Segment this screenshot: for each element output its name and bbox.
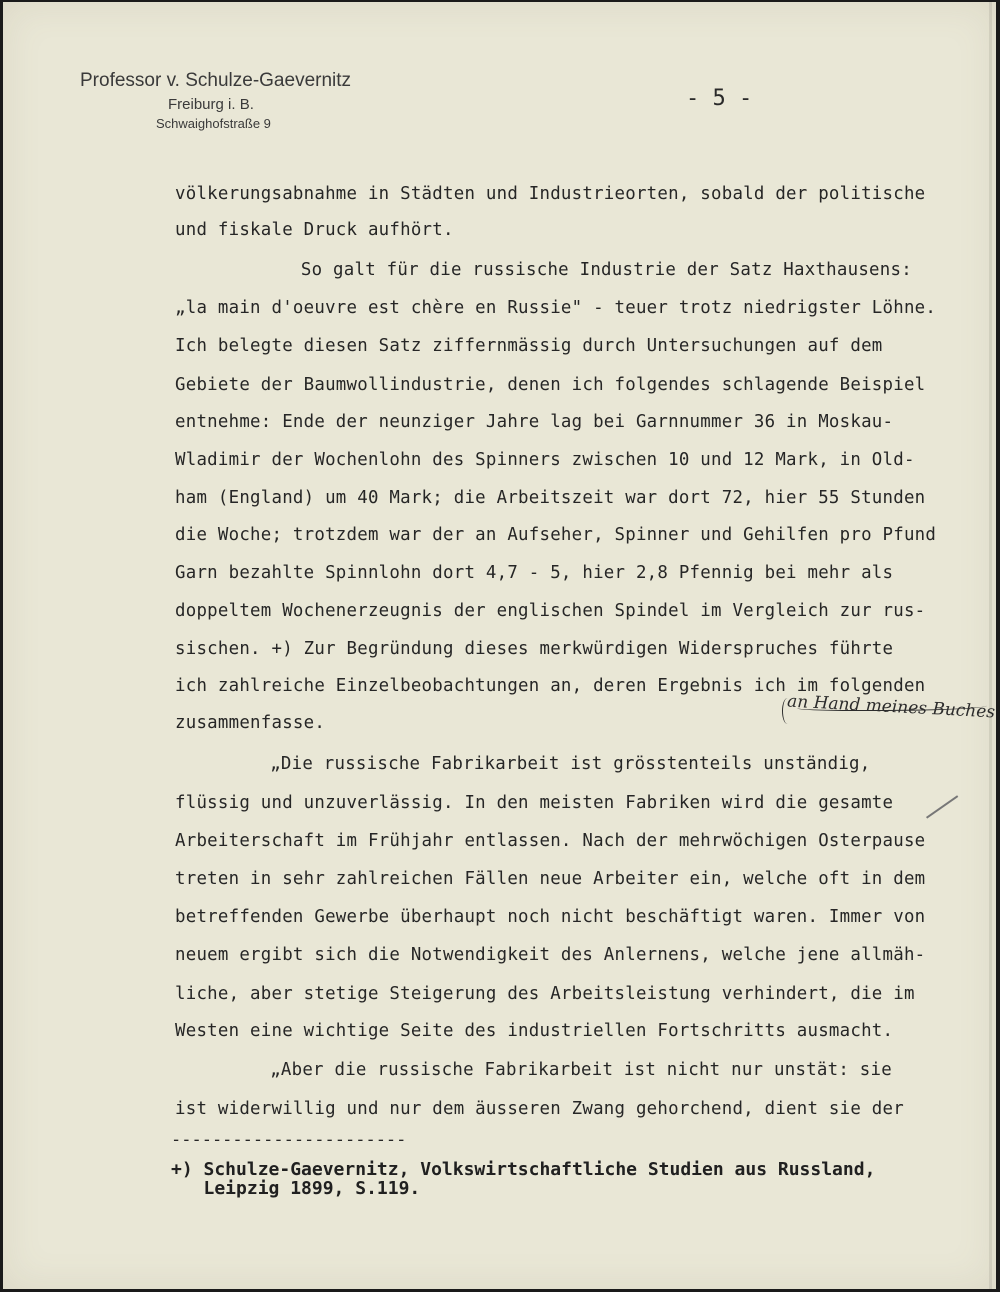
body-line: Gebiete der Baumwollindustrie, denen ich folgendes schlagende Beispiel [175, 375, 926, 395]
body-line: ich zahlreiche Einzelbeobachtungen an, deren Ergebnis ich im folgenden [175, 676, 926, 696]
handwritten-note: an Hand meines Buches [786, 691, 996, 723]
letterhead-street: Schwaighofstraße 9 [156, 116, 271, 131]
body-line: und fiskale Druck aufhört. [175, 220, 454, 240]
page-edge-shadow [989, 2, 992, 1289]
body-line: „la main d'oeuvre est chère en Russie" - teuer trotz niedrigster Löhne. [175, 298, 937, 318]
body-line: Garn bezahlte Spinnlohn dort 4,7 - 5, hier 2,8 Pfennig bei mehr als [175, 563, 894, 583]
footnote-line: Leipzig 1899, S.119. [171, 1178, 421, 1199]
body-line: doppeltem Wochenerzeugnis der englischen Spindel im Vergleich zur rus- [175, 601, 926, 621]
body-line: zusammenfasse. [175, 713, 326, 733]
footnote-rule: ----------------------- [171, 1130, 407, 1150]
body-line: Ich belegte diesen Satz ziffernmässig durch Untersuchungen auf dem [175, 336, 883, 356]
letterhead-city: Freiburg i. B. [168, 96, 254, 113]
page-number: - 5 - [686, 86, 753, 111]
body-line: sischen. +) Zur Begründung dieses merkwürdigen Widerspruches führte [175, 639, 894, 659]
body-line: „Die russische Fabrikarbeit ist grösstenteils unständig, [238, 754, 871, 774]
body-line: flüssig und unzuverlässig. In den meisten Fabriken wird die gesamte [175, 793, 894, 813]
body-line: betreffenden Gewerbe überhaupt noch nicht beschäftigt waren. Immer von [175, 907, 926, 927]
body-line: Wladimir der Wochenlohn des Spinners zwischen 10 und 12 Mark, in Old- [175, 450, 915, 470]
body-line: Arbeiterschaft im Frühjahr entlassen. Nach der mehrwöchigen Osterpause [175, 831, 926, 851]
body-line: ham (England) um 40 Mark; die Arbeitszeit war dort 72, hier 55 Stunden [175, 488, 926, 508]
body-line: liche, aber stetige Steigerung des Arbeitsleistung verhindert, die im [175, 984, 915, 1004]
body-line: So galt für die russische Industrie der Satz Haxthausens: [258, 260, 912, 280]
body-line: völkerungsabnahme in Städten und Industrieorten, sobald der politische [175, 184, 926, 204]
body-line: entnehme: Ende der neunziger Jahre lag bei Garnnummer 36 in Moskau- [175, 412, 894, 432]
letterhead-name: Professor v. Schulze-Gaevernitz [80, 70, 352, 91]
footnote-line: +) Schulze-Gaevernitz, Volkswirtschaftliche Studien aus Russland, [171, 1159, 876, 1180]
body-line: Westen eine wichtige Seite des industriellen Fortschritts ausmacht. [175, 1021, 894, 1041]
pencil-mark [926, 795, 958, 818]
body-line: treten in sehr zahlreichen Fällen neue Arbeiter ein, welche oft in dem [175, 869, 926, 889]
body-line: „Aber die russische Fabrikarbeit ist nicht nur unstät: sie [238, 1060, 892, 1080]
body-line: neuem ergibt sich die Notwendigkeit des Anlernens, welche jene allmäh- [175, 945, 926, 965]
body-line: die Woche; trotzdem war der an Aufseher, Spinner und Gehilfen pro Pfund [175, 525, 937, 545]
body-line: ist widerwillig und nur dem äusseren Zwang gehorchend, dient sie der [175, 1099, 904, 1119]
document-page [3, 2, 996, 1289]
